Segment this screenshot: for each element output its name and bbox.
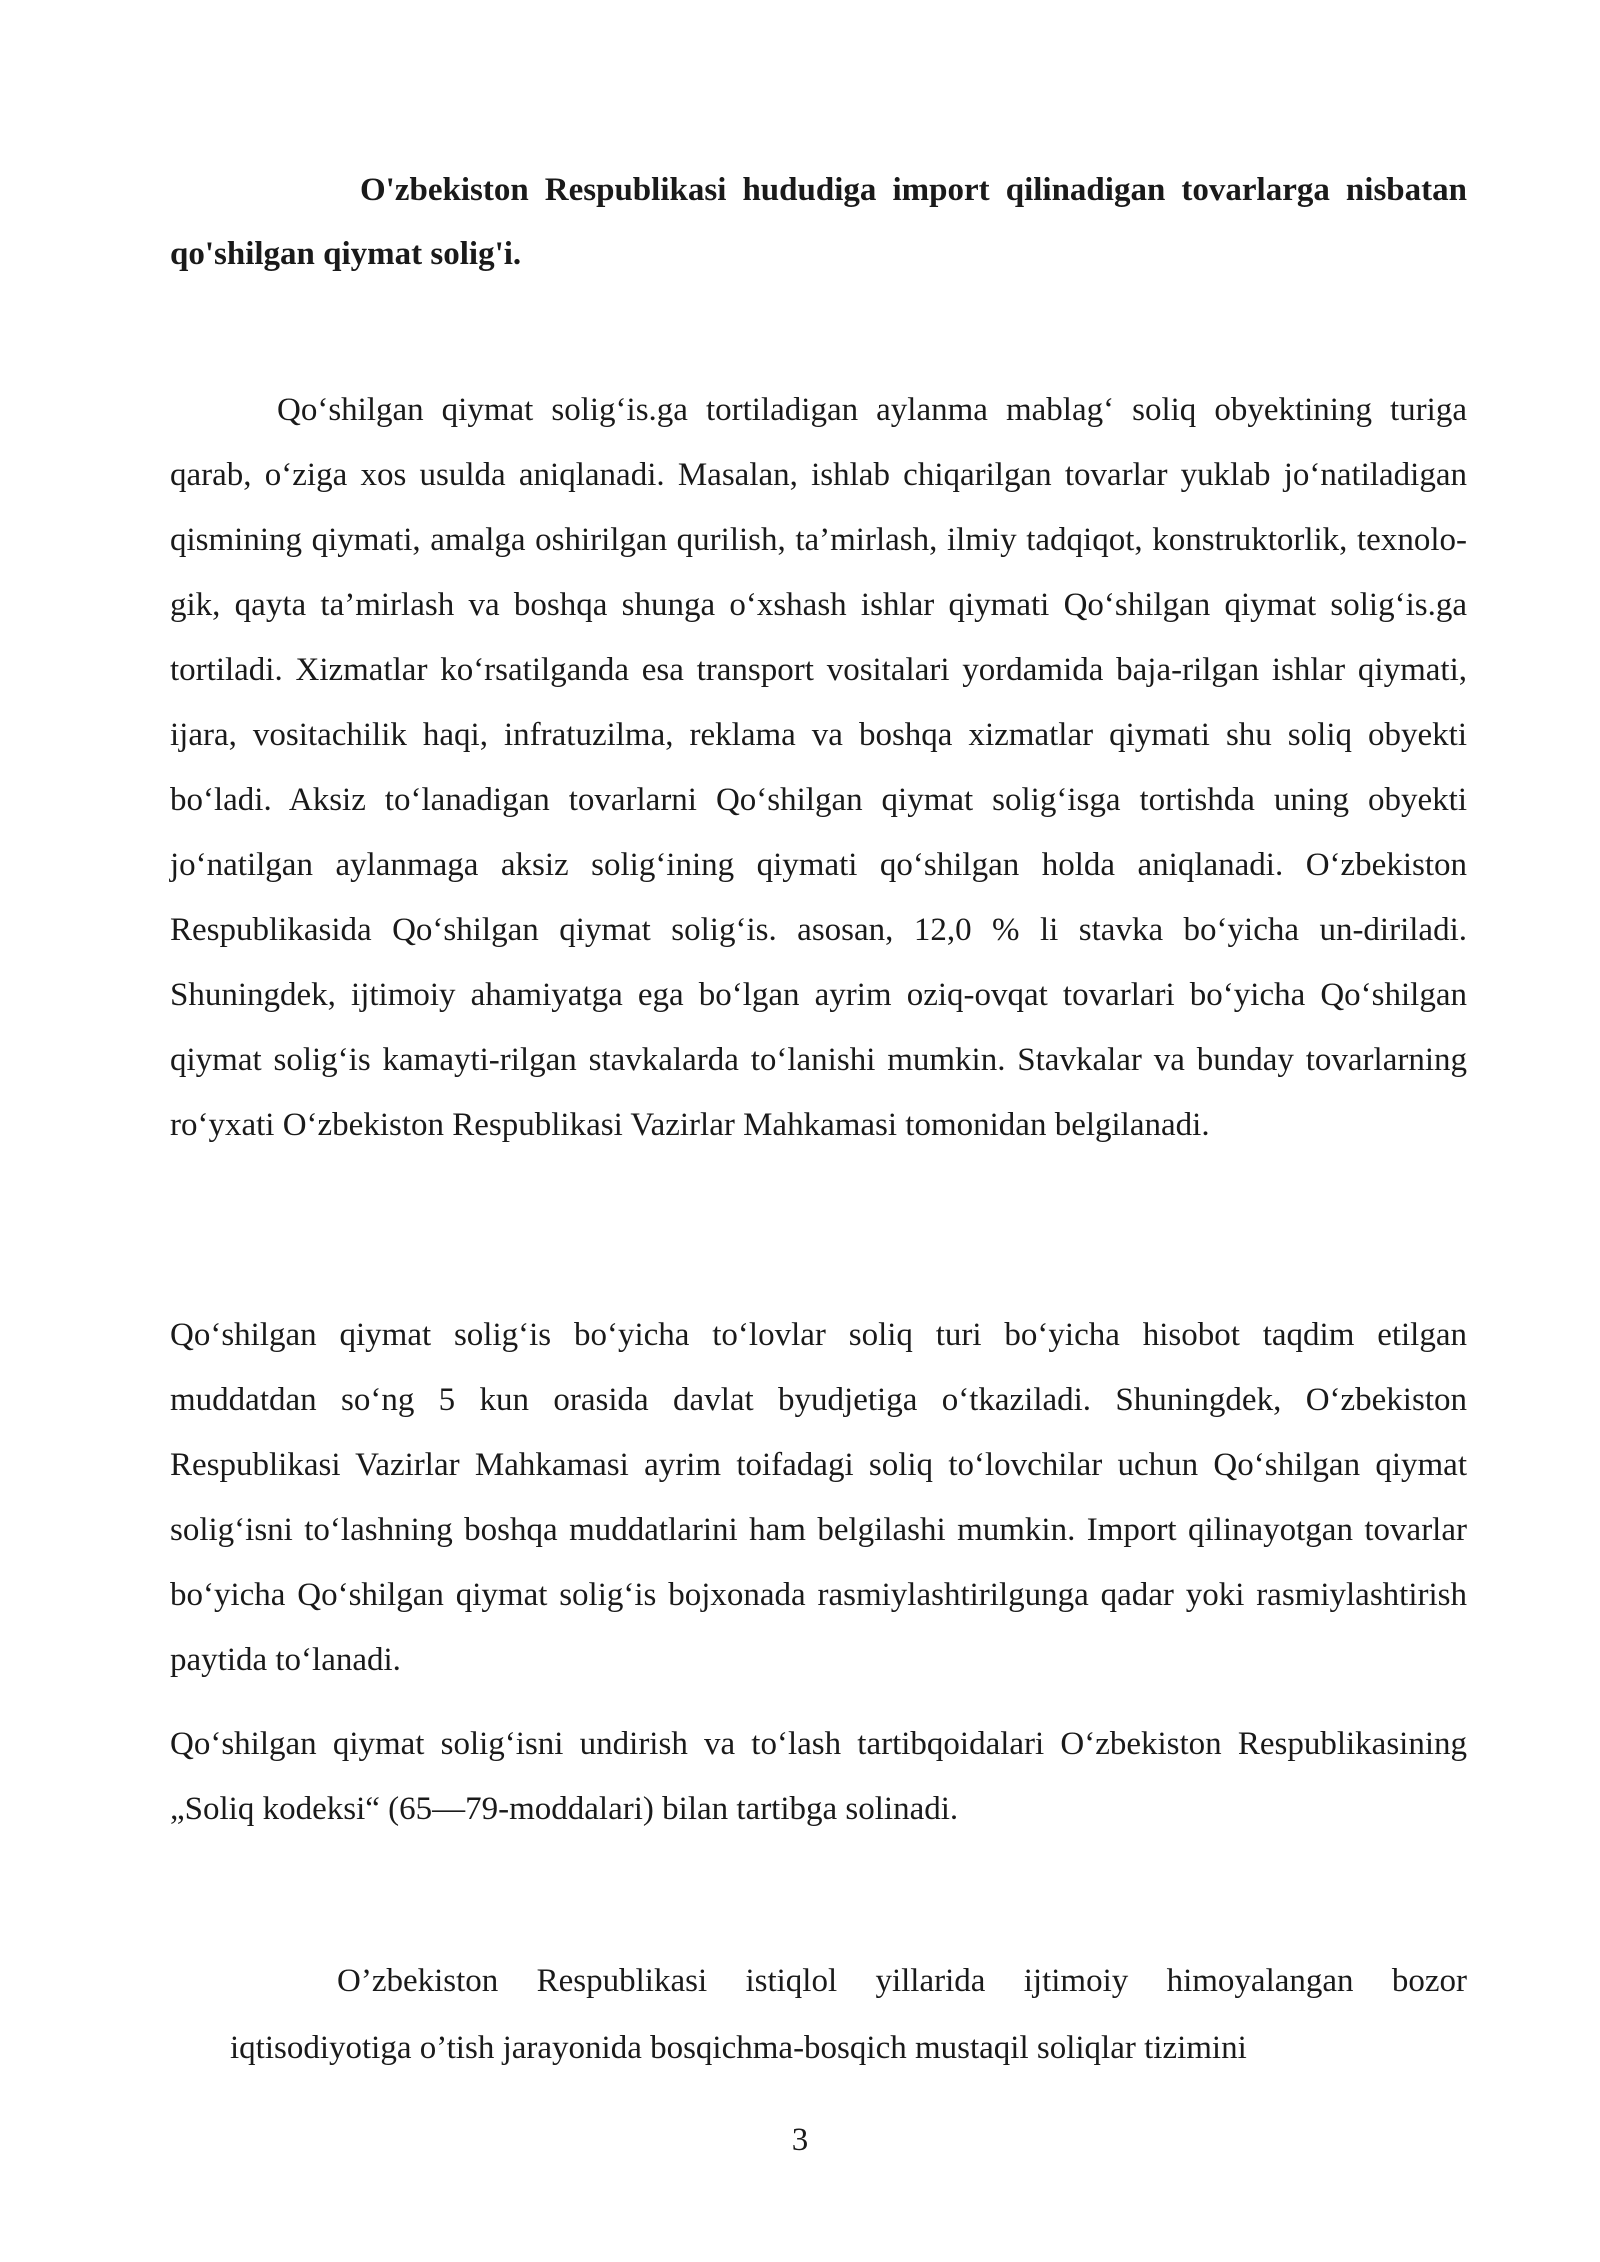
paragraph-2: Qo‘shilgan qiymat solig‘is bo‘yicha to‘lovlar soliq turi bo‘yicha hisobot taqdim etilgan muddatdan so‘ng 5 kun orasida davlat byudjetiga o‘tkaziladi. Shuningdek, O‘zbekiston Respublikasi Vazirlar Mahkamasi ayrim toifadagi soliq to‘lovchilar uchun Qo‘shilgan qiymat solig‘isni to‘lashning boshqa muddatlarini ham belgilashi mumkin. Import qilinayotgan tovarlar bo‘yicha Qo‘shilgan qiymat solig‘is bojxonada rasmiylashtirilgunga qadar yoki rasmiylashtirish paytida to‘lanadi.: [170, 1317, 1467, 1678]
page-number: 3: [791, 2122, 809, 2158]
paragraph-1: Qo‘shilgan qiymat solig‘is.ga tortiladigan aylanma mablag‘ soliq obyektining turiga qarab, o‘ziga xos usulda aniqlanadi. Masalan, ishlab chiqarilgan tovarlar yuklab jo‘natiladigan qismining qiymati, amalga oshirilgan qurilish, ta’mirlash, ilmiy tadqiqot, konstruktorlik, texnolo-gik, qayta ta’mirlash va boshqa shunga o‘xshash ishlar qiymati Qo‘shilgan qiymat solig‘is.ga tortiladi. Xizmatlar ko‘rsatilganda esa transport vositalari yordamida baja-rilgan ishlar qiymati, ijara, vositachilik haqi, infratuzilma, reklama va boshqa xizmatlar qiymati shu soliq obyekti bo‘ladi. Aksiz to‘lanadigan tovarlarni Qo‘shilgan qiymat solig‘isga tortishda uning obyekti jo‘natilgan aylanmaga aksiz solig‘ining qiymati qo‘shilgan holda aniqlanadi. O‘zbekiston Respublikasida Qo‘shilgan qiymat solig‘is. asosan, 12,0 % li stavka bo‘yicha un-diriladi. Shuningdek, ijtimoiy ahamiyatga ega bo‘lgan ayrim oziq-ovqat tovarlari bo‘yicha Qo‘shilgan qiymat solig‘is kamayti-rilgan stavkalarda to‘lanishi mumkin. Stavkalar va bunday tovarlarning ro‘yxati O‘zbekiston Respublikasi Vazirlar Mahkamasi tomonidan belgilanadi.: [170, 392, 1467, 1143]
section-heading: O'zbekiston Respublikasi hududiga import qilinadigan tovarlarga nisbatan qo'shilgan qiymat solig'i.: [170, 172, 1467, 272]
paragraph-3: Qo‘shilgan qiymat solig‘isni undirish va to‘lash tartibqoidalari O‘zbekiston Respublikasining „Soliq kodeksi“ (65—79-moddalari) bilan tartibga solinadi.: [170, 1726, 1467, 1827]
paragraph-4: O’zbekiston Respublikasi istiqlol yillarida ijtimoiy himoyalangan bozor iqtisodiyotiga o’tish jarayonida bosqichma-bosqich mustaqil soliqlar tizimini: [230, 1963, 1467, 2066]
